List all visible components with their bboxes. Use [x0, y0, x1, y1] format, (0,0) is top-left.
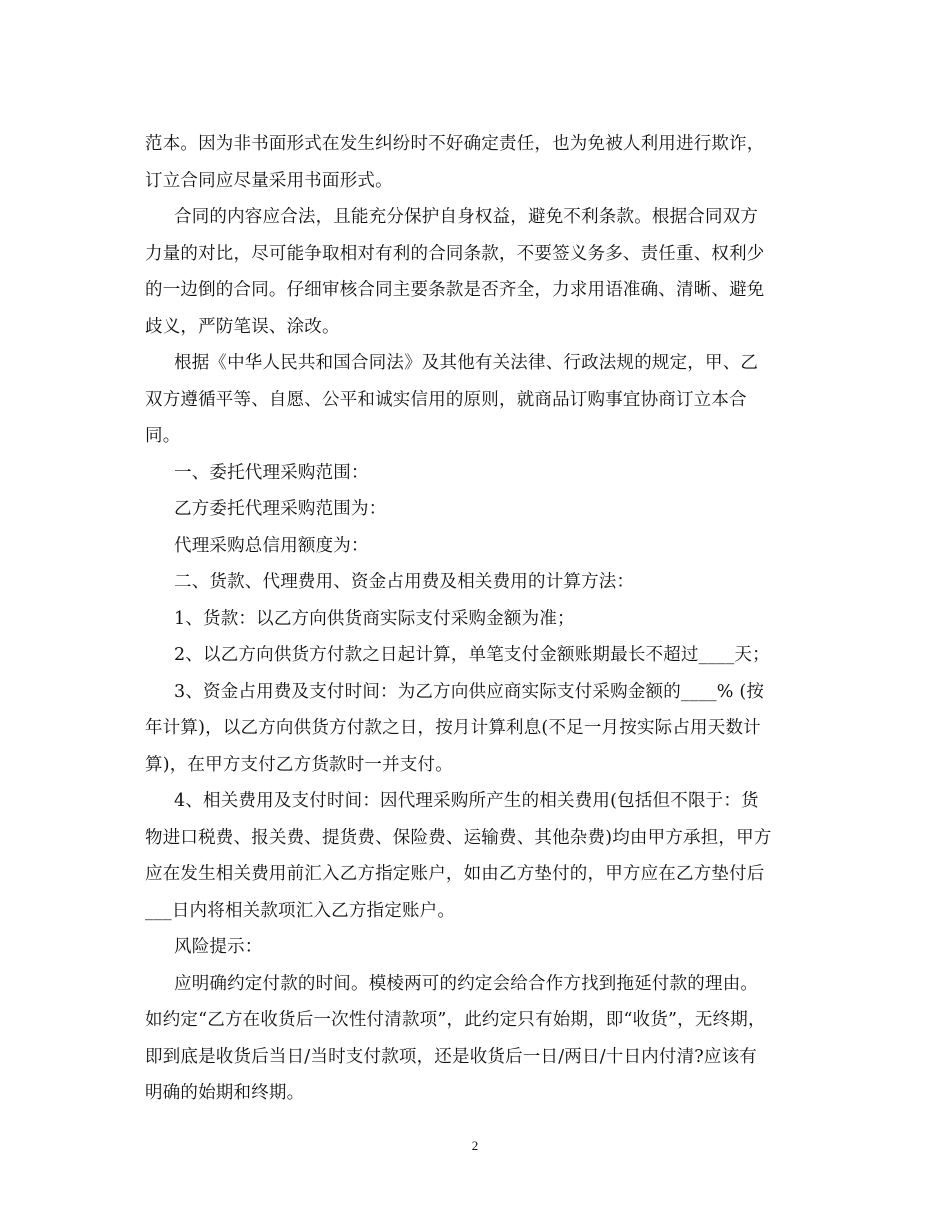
text-line: 如约定“乙方在收货后一次性付清款项”，此约定只有始期，即“收货”，无终期，	[145, 1010, 766, 1030]
paragraph	[145, 966, 805, 1112]
text-line: 订立合同应尽量采用书面形式。	[145, 170, 393, 191]
text-line: 歧义，严防笔误、涂改。	[145, 316, 340, 337]
text-line: 应在发生相关费用前汇入乙方指定账户，如由乙方垫付的，甲方应在乙方垫付后	[145, 864, 765, 884]
text-line: 1、货款：以乙方向供货商实际支付采购金额为准；	[174, 608, 575, 629]
text-line: 3、资金占用费及支付时间：为乙方向供应商实际支付采购金额的____% (按	[174, 681, 765, 702]
text-line: 根据《中华人民共和国合同法》及其他有关法律、行政法规的规定，甲、乙	[174, 353, 759, 373]
text-line: ___日内将相关款项汇入乙方指定账户。	[145, 900, 456, 921]
paragraph	[145, 491, 805, 528]
paragraph	[145, 455, 805, 492]
text-line: 代理采购总信用额度为：	[174, 535, 369, 556]
text-line: 的一边倒的合同。仔细审核合同主要条款是否齐全，力求用语准确、清晰、避免	[145, 280, 765, 300]
paragraph	[145, 637, 805, 674]
text-line: 双方遵循平等、自愿、公平和诚实信用的原则，就商品订购事宜协商订立本合	[145, 389, 747, 410]
text-line: 即到底是收货后当日/当时支付款项，还是收货后一日/两日/十日内付清?应该有	[145, 1046, 757, 1067]
text-line: 合同的内容应合法，且能充分保护自身权益，避免不利条款。根据合同双方	[174, 207, 759, 227]
document-body	[145, 126, 805, 1112]
text-line: 物进口税费、报关费、提货费、保险费、运输费、其他杂费)均由甲方承担，甲方	[145, 827, 772, 848]
text-line: 范本。因为非书面形式在发生纠纷时不好确定责任，也为免被人利用进行欺诈，	[145, 134, 765, 154]
text-line: 年计算)，以乙方向供货方付款之日，按月计算利息(不足一月按实际占用天数计	[145, 718, 761, 738]
text-line: 乙方委托代理采购范围为：	[174, 499, 387, 519]
paragraph	[145, 126, 805, 199]
text-line: 力量的对比，尽可能争取相对有利的合同条款，不要签义务多、责任重、权利少	[145, 243, 765, 264]
page-number: 2	[471, 1138, 479, 1153]
text-line: 风险提示：	[174, 937, 263, 957]
text-line: 应明确约定付款的时间。模棱两可的约定会给合作方找到拖延付款的理由。	[174, 973, 759, 994]
paragraph	[145, 674, 805, 784]
text-line: 同。	[145, 426, 181, 446]
paragraph	[145, 783, 805, 929]
text-line: 二、货款、代理费用、资金占用费及相关费用的计算方法：	[174, 572, 635, 592]
paragraph	[145, 345, 805, 455]
text-line: 一、委托代理采购范围：	[174, 462, 369, 483]
text-line: 4、相关费用及支付时间：因代理采购所产生的相关费用(包括但不限于：货	[174, 791, 759, 811]
paragraph	[145, 929, 805, 966]
paragraph	[145, 601, 805, 638]
paragraph	[145, 564, 805, 601]
paragraph	[145, 199, 805, 345]
text-line: 2、以乙方向供货方付款之日起计算，单笔支付金额账期最长不超过____天；	[174, 645, 770, 665]
paragraph	[145, 528, 805, 565]
text-line: 明确的始期和终期。	[145, 1083, 305, 1103]
text-line: 算)，在甲方支付乙方货款时一并支付。	[145, 754, 453, 775]
